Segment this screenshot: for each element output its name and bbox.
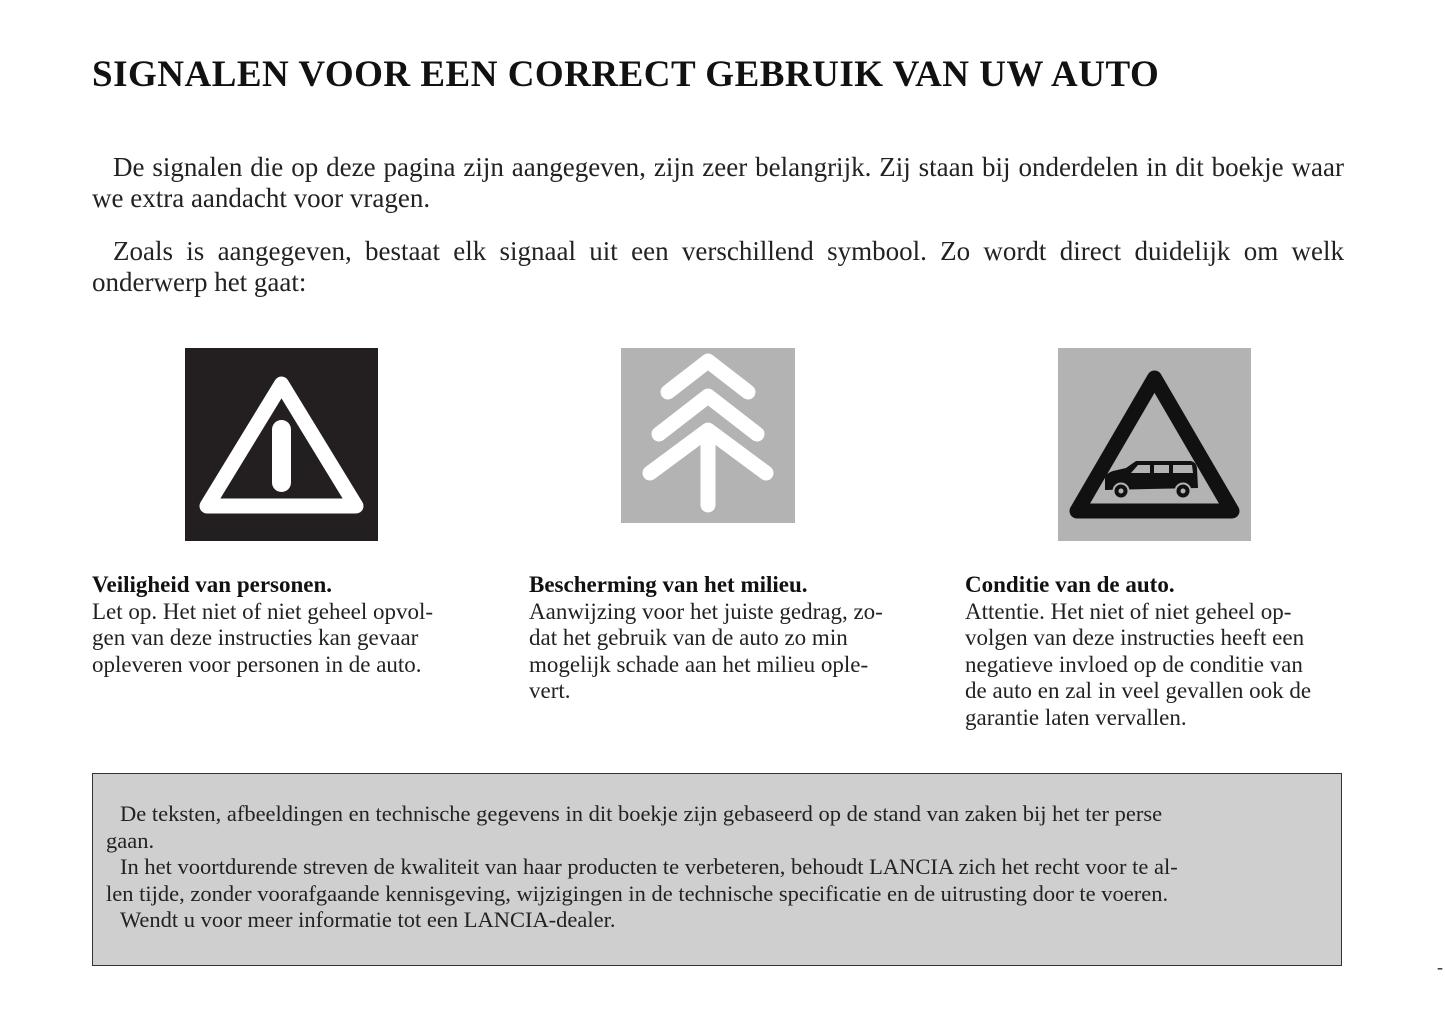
environment-tree-icon (621, 348, 795, 523)
sign-description-safety (92, 572, 472, 678)
sign-text-line: vert. (529, 678, 571, 703)
sign-text-line: dat het gebruik van de auto zo min (529, 625, 848, 650)
sign-text-line: Aanwijzing voor het juiste gedrag, zo- (529, 598, 883, 624)
intro-paragraph-2: Zoals is aangegeven, bestaat elk signaal uit een verschillend symbool. Zo wordt direct duidelijk om welk onderwerp het gaat: (92, 236, 1344, 297)
sign-heading-safety: Veiligheid van personen. (92, 572, 333, 597)
sign-text-line: garantie laten vervallen. (965, 704, 1187, 730)
sign-text-line: volgen van deze instructies heeft een (965, 625, 1305, 650)
page-title: SIGNALEN VOOR EEN CORRECT GEBRUIK VAN UW AUTO (92, 54, 1160, 95)
warning-triangle-icon (185, 348, 378, 541)
sign-text-line: Let op. Het niet of niet geheel opvol- (92, 598, 434, 624)
car-triangle-icon (1058, 348, 1251, 541)
sign-text-line: negatieve invloed op de conditie van (965, 651, 1303, 677)
sign-heading-environment: Bescherming van het milieu. (529, 572, 808, 597)
intro-paragraph-1: De signalen die op deze pagina zijn aangegeven, zijn zeer belangrijk. Zij staan bij onderdelen in dit boekje waar we extra aandacht voor vragen. (92, 152, 1344, 213)
sign-text-line: gen van deze instructies kan gevaar (92, 625, 419, 650)
sign-description-car (965, 572, 1360, 731)
notice-line: gaan. (106, 827, 155, 853)
notice-line: len tijde, zonder voorafgaande kennisgeving, wijzigingen in de technische specificatie en de uitrusting door te voeren. (106, 880, 1169, 906)
sign-text-line: Attentie. Het niet of niet geheel op- (965, 598, 1292, 624)
notice-box (92, 773, 1342, 966)
notice-line: In het voortdurende streven de kwaliteit van haar producten te verbeteren, behoudt LANCIA zich het recht voor te al- (120, 854, 1178, 879)
sign-text-line: de auto en zal in veel gevallen ook de (965, 678, 1312, 703)
notice-line: Wendt u voor meer informatie tot een LANCIA-dealer. (120, 907, 616, 932)
notice-line: De teksten, afbeeldingen en technische gegevens in dit boekje zijn gebaseerd op de stand van zaken bij het ter perse (120, 801, 1163, 826)
page-marker: - (1437, 957, 1443, 977)
sign-description-environment (529, 572, 909, 705)
sign-text-line: mogelijk schade aan het milieu ople- (529, 651, 869, 677)
sign-text-line: opleveren voor personen in de auto. (92, 651, 422, 677)
sign-heading-car: Conditie van de auto. (965, 572, 1175, 597)
